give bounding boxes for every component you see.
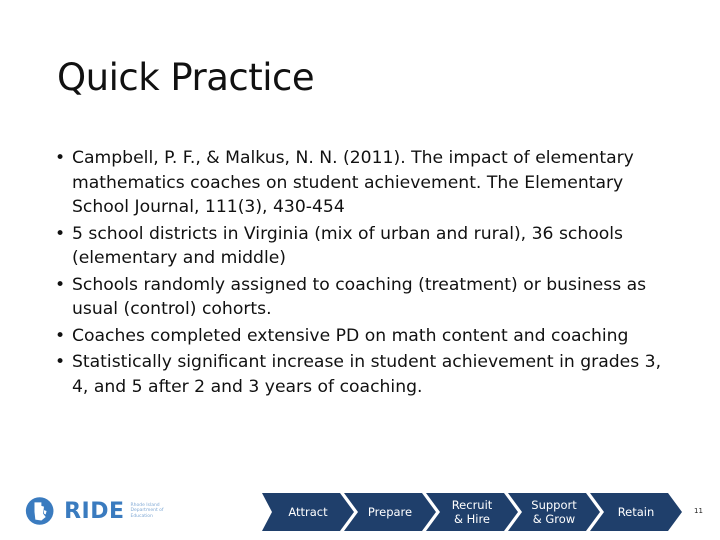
bullet-item [55, 146, 675, 220]
bullet-text: Campbell, P. F., & Malkus, N. N. (2011). The impact of elementary mathematics coaches on student achievement. The Elementary School Journal, 111(3), 430-454 [72, 148, 634, 217]
step-label: Retain [617, 505, 655, 519]
step-label: Recruit & Hire [451, 498, 493, 526]
bullet-text: Statistically significant increase in student achievement in grades 3, 4, and 5 after 2 and 3 years of coaching. [72, 352, 662, 397]
step-label: Prepare [367, 505, 413, 519]
bullet-text: 5 school districts in Virginia (mix of urban and rural), 36 schools (elementary and middle) [72, 223, 623, 268]
step-prepare [344, 489, 436, 535]
bullet-marker: • [55, 325, 66, 346]
page-number: 11 [694, 507, 703, 515]
bullet-item [55, 350, 675, 399]
bullet-marker: • [55, 148, 66, 168]
bullet-marker: • [55, 274, 66, 295]
step-recruit-hire [426, 489, 518, 535]
bullet-text: Schools randomly assigned to coaching (treatment) or business as usual (control) cohorts. [72, 274, 647, 319]
bullet-item [55, 324, 675, 349]
process-chevrons [262, 489, 682, 535]
bullet-marker: • [55, 223, 66, 244]
step-retain [590, 489, 682, 535]
rhode-island-map-icon [25, 494, 56, 528]
bullet-item [55, 222, 675, 271]
step-support-grow [508, 489, 600, 535]
ride-logo [25, 494, 165, 528]
step-attract [262, 489, 354, 535]
slide-title: Quick Practice [57, 56, 315, 99]
bullet-marker: • [55, 352, 66, 372]
logo-subtext: Rhode Island Department of Education [130, 502, 164, 519]
bullet-item [55, 273, 675, 322]
step-label: Support & Grow [531, 498, 577, 526]
bullet-text: Coaches completed extensive PD on math content and coaching [72, 325, 629, 346]
step-label: Attract [288, 505, 328, 519]
bullet-list [55, 146, 675, 401]
logo-text: RIDE [64, 498, 125, 524]
